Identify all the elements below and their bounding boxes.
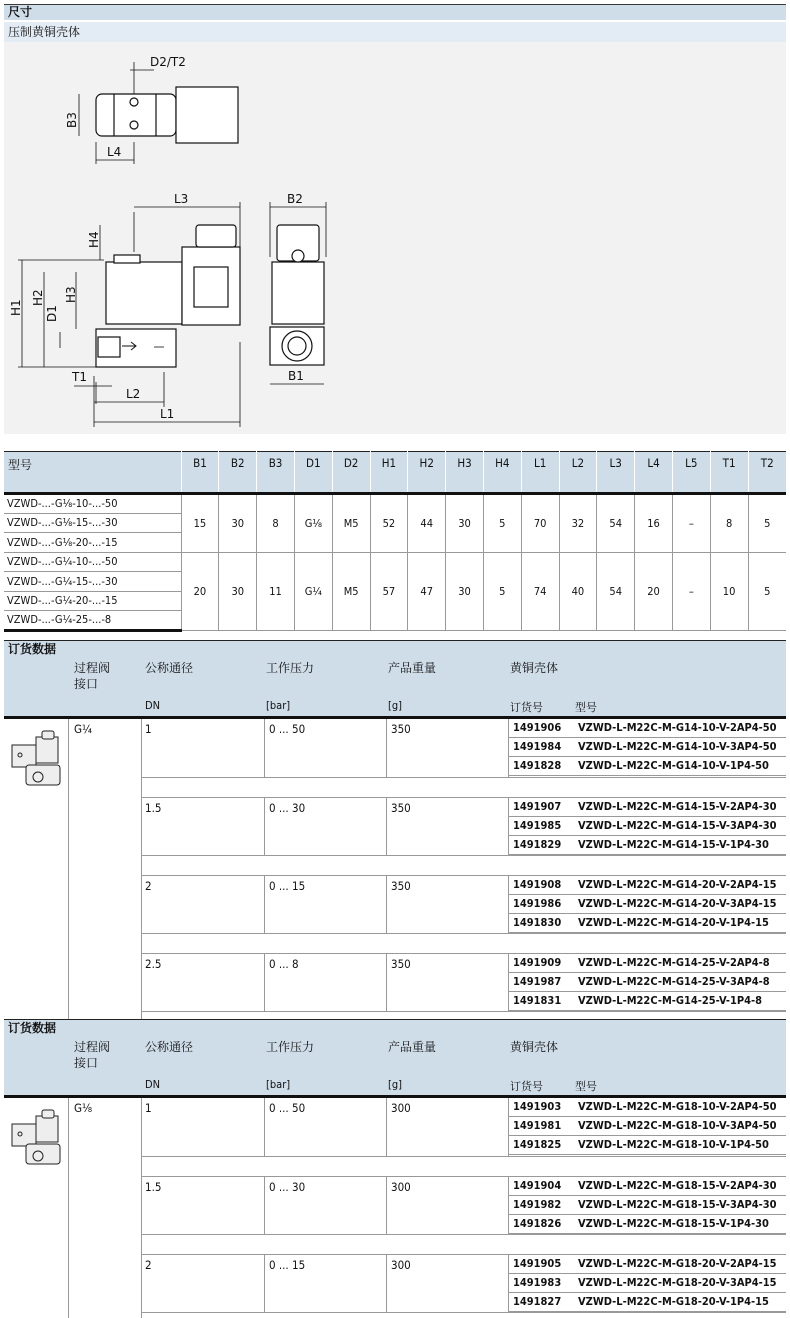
dim-value: 32 <box>559 494 597 553</box>
order-row[interactable] <box>508 1255 786 1274</box>
dim-value: 30 <box>219 552 257 630</box>
dim-value: M5 <box>332 494 370 553</box>
cell-pressure: 0 ... 30 <box>269 801 306 815</box>
header-weight: 产品重量 <box>388 1040 437 1054</box>
part-number: 1491985 <box>513 819 562 832</box>
label-b2: B2 <box>287 192 303 206</box>
ordering-body <box>4 1098 786 1318</box>
dimensions-table-body <box>4 494 786 631</box>
dim-value: 16 <box>635 494 673 553</box>
dim-model-name: VZWD-...-G¼-20-...-15 <box>4 591 181 611</box>
order-row[interactable] <box>508 798 786 817</box>
cell-weight: 350 <box>391 879 411 893</box>
type-code: VZWD-L-M22C-M-G14-15-V-2AP4-30 <box>578 800 777 813</box>
order-row[interactable] <box>508 1196 786 1215</box>
header-conn: 过程阀 <box>74 1040 111 1054</box>
dimensions-title: 尺寸 <box>4 4 786 20</box>
order-row[interactable] <box>508 1274 786 1293</box>
header-dn: 公称通径 <box>145 661 194 675</box>
type-code: VZWD-L-M22C-M-G18-20-V-2AP4-15 <box>578 1257 777 1270</box>
dim-value: 30 <box>219 494 257 553</box>
dim-header-h1: H1 <box>370 452 408 494</box>
header-conn2: 接口 <box>74 1056 99 1070</box>
dim-header-model: 型号 <box>4 452 181 494</box>
label-d1: D1 <box>45 305 59 322</box>
column-divider <box>68 1098 69 1318</box>
cell-dn: 2.5 <box>145 957 162 971</box>
header-dn-unit: DN <box>145 699 161 712</box>
dim-value: 5 <box>748 494 786 553</box>
dim-header-l4: L4 <box>635 452 673 494</box>
header-conn: 过程阀 <box>74 661 111 675</box>
dim-value: 54 <box>597 494 635 553</box>
cell-weight: 300 <box>391 1101 411 1115</box>
label-b1: B1 <box>288 369 304 383</box>
dim-table-row <box>4 494 786 514</box>
header-partno: 订货号 <box>510 1080 543 1093</box>
part-number: 1491984 <box>513 740 562 753</box>
group-spacer <box>141 855 786 875</box>
dim-value: 8 <box>257 494 295 553</box>
dim-value: G⅛ <box>294 494 332 553</box>
order-row[interactable] <box>508 1136 786 1155</box>
ordering-header <box>4 657 786 719</box>
dim-header-h3: H3 <box>446 452 484 494</box>
group-spacer <box>141 1156 786 1176</box>
part-number: 1491827 <box>513 1295 562 1308</box>
dim-table-row <box>4 552 786 572</box>
column-divider <box>386 954 387 1011</box>
header-weight-unit: [g] <box>388 699 403 712</box>
dim-value: 52 <box>370 494 408 553</box>
header-weight-unit: [g] <box>388 1078 403 1091</box>
dn-group <box>141 1098 786 1176</box>
dim-model-name: VZWD-...-G⅛-10-...-50 <box>4 494 181 514</box>
type-code: VZWD-L-M22C-M-G14-10-V-1P4-50 <box>578 759 769 772</box>
ordering-body <box>4 719 786 1034</box>
type-code: VZWD-L-M22C-M-G18-15-V-2AP4-30 <box>578 1179 777 1192</box>
type-code: VZWD-L-M22C-M-G14-25-V-3AP4-8 <box>578 975 770 988</box>
dim-header-l5: L5 <box>672 452 710 494</box>
technical-drawing <box>4 42 786 434</box>
dim-value: M5 <box>332 552 370 630</box>
column-divider <box>264 798 265 855</box>
label-t1: T1 <box>72 370 87 384</box>
order-row[interactable] <box>508 817 786 836</box>
header-conn2: 接口 <box>74 677 99 691</box>
label-l1: L1 <box>160 407 175 421</box>
dim-model-name: VZWD-...-G¼-15-...-30 <box>4 572 181 592</box>
cell-weight: 350 <box>391 722 411 736</box>
dim-model-name: VZWD-...-G¼-10-...-50 <box>4 552 181 572</box>
column-divider <box>386 876 387 933</box>
dim-header-t2: T2 <box>748 452 786 494</box>
header-pressure-unit: [bar] <box>266 1078 291 1091</box>
dim-value: 70 <box>521 494 559 553</box>
type-code: VZWD-L-M22C-M-G18-10-V-2AP4-50 <box>578 1100 777 1113</box>
valve-thumbnail-icon <box>8 727 68 791</box>
type-code: VZWD-L-M22C-M-G14-10-V-3AP4-50 <box>578 740 777 753</box>
dim-value: 20 <box>181 552 219 630</box>
header-housing: 黄铜壳体 <box>510 661 559 675</box>
ordering-title: 订货数据 <box>4 640 786 657</box>
header-weight: 产品重量 <box>388 661 437 675</box>
part-number: 1491825 <box>513 1138 562 1151</box>
label-l3: L3 <box>174 192 189 206</box>
dim-header-d1: D1 <box>294 452 332 494</box>
column-divider <box>386 1177 387 1234</box>
column-divider <box>264 876 265 933</box>
dim-header-d2: D2 <box>332 452 370 494</box>
dim-value: 40 <box>559 552 597 630</box>
part-number: 1491983 <box>513 1276 562 1289</box>
dim-model-name: VZWD-...-G⅛-20-...-15 <box>4 533 181 553</box>
cell-dn: 2 <box>145 1258 152 1272</box>
type-code: VZWD-L-M22C-M-G14-20-V-2AP4-15 <box>578 878 777 891</box>
header-partno: 订货号 <box>510 701 543 714</box>
cell-weight: 300 <box>391 1180 411 1194</box>
order-row[interactable] <box>508 757 786 776</box>
dim-header-h2: H2 <box>408 452 446 494</box>
label-l4: L4 <box>107 145 122 159</box>
dim-model-name: VZWD-...-G⅛-15-...-30 <box>4 513 181 533</box>
dim-header-b1: B1 <box>181 452 219 494</box>
type-code: VZWD-L-M22C-M-G18-20-V-1P4-15 <box>578 1295 769 1308</box>
order-row[interactable] <box>508 876 786 895</box>
column-divider <box>386 719 387 777</box>
header-pressure-unit: [bar] <box>266 699 291 712</box>
order-row[interactable] <box>508 836 786 855</box>
order-row[interactable] <box>508 738 786 757</box>
column-divider <box>386 1098 387 1156</box>
type-code: VZWD-L-M22C-M-G14-10-V-2AP4-50 <box>578 721 777 734</box>
part-number: 1491986 <box>513 897 562 910</box>
part-number: 1491907 <box>513 800 562 813</box>
cell-dn: 1 <box>145 1101 152 1115</box>
order-row[interactable] <box>508 973 786 992</box>
connection-value: G¼ <box>74 722 93 736</box>
dimensions-subtitle: 压制黄铜壳体 <box>4 22 786 42</box>
order-row[interactable] <box>508 895 786 914</box>
dim-value: – <box>672 552 710 630</box>
ordering-title: 订货数据 <box>4 1019 786 1036</box>
dim-value: 47 <box>408 552 446 630</box>
type-code: VZWD-L-M22C-M-G14-25-V-1P4-8 <box>578 994 762 1007</box>
part-number: 1491830 <box>513 916 562 929</box>
ordering-header <box>4 1036 786 1098</box>
label-l2: L2 <box>126 387 141 401</box>
dim-header-t1: T1 <box>710 452 748 494</box>
dim-value: 8 <box>710 494 748 553</box>
group-spacer <box>141 1234 786 1254</box>
part-number: 1491904 <box>513 1179 562 1192</box>
cell-dn: 1.5 <box>145 1180 162 1194</box>
order-row[interactable] <box>508 1098 786 1117</box>
dim-value: G¼ <box>294 552 332 630</box>
valve-thumbnail-icon <box>8 1106 68 1170</box>
header-pressure: 工作压力 <box>266 1040 315 1054</box>
part-number: 1491908 <box>513 878 562 891</box>
group-spacer <box>141 777 786 797</box>
cell-weight: 350 <box>391 957 411 971</box>
dim-header-b3: B3 <box>257 452 295 494</box>
type-code: VZWD-L-M22C-M-G18-20-V-3AP4-15 <box>578 1276 777 1289</box>
dim-value: 11 <box>257 552 295 630</box>
part-number: 1491906 <box>513 721 562 734</box>
type-code: VZWD-L-M22C-M-G14-25-V-2AP4-8 <box>578 956 770 969</box>
cell-weight: 350 <box>391 801 411 815</box>
cell-pressure: 0 ... 15 <box>269 1258 306 1272</box>
order-row[interactable] <box>508 992 786 1011</box>
order-row[interactable] <box>508 1215 786 1234</box>
part-number: 1491981 <box>513 1119 562 1132</box>
dn-group <box>141 875 786 953</box>
dim-value: 74 <box>521 552 559 630</box>
cell-weight: 300 <box>391 1258 411 1272</box>
label-h2: H2 <box>31 289 45 306</box>
cell-pressure: 0 ... 30 <box>269 1180 306 1194</box>
dim-value: 10 <box>710 552 748 630</box>
part-number: 1491909 <box>513 956 562 969</box>
label-d2t2: D2/T2 <box>150 55 186 69</box>
cell-pressure: 0 ... 8 <box>269 957 299 971</box>
dn-group <box>141 1254 786 1318</box>
dn-group <box>141 719 786 797</box>
dim-value: 5 <box>483 552 521 630</box>
dim-header-b2: B2 <box>219 452 257 494</box>
column-divider <box>264 954 265 1011</box>
header-housing: 黄铜壳体 <box>510 1040 559 1054</box>
part-number: 1491828 <box>513 759 562 772</box>
dim-value: 57 <box>370 552 408 630</box>
part-number: 1491831 <box>513 994 562 1007</box>
connection-value: G⅛ <box>74 1101 93 1115</box>
order-row[interactable] <box>508 954 786 973</box>
dim-value: 15 <box>181 494 219 553</box>
cell-dn: 1.5 <box>145 801 162 815</box>
column-divider <box>264 1255 265 1312</box>
label-b3: B3 <box>65 112 79 128</box>
dim-value: 5 <box>748 552 786 630</box>
part-number: 1491826 <box>513 1217 562 1230</box>
column-divider <box>264 1177 265 1234</box>
dim-value: – <box>672 494 710 553</box>
order-row[interactable] <box>508 1293 786 1312</box>
part-number: 1491982 <box>513 1198 562 1211</box>
type-code: VZWD-L-M22C-M-G18-10-V-3AP4-50 <box>578 1119 777 1132</box>
cell-dn: 2 <box>145 879 152 893</box>
header-typecode: 型号 <box>575 701 597 714</box>
dim-header-l2: L2 <box>559 452 597 494</box>
order-row[interactable] <box>508 719 786 738</box>
column-divider <box>386 1255 387 1312</box>
cell-pressure: 0 ... 50 <box>269 1101 306 1115</box>
type-code: VZWD-L-M22C-M-G14-15-V-3AP4-30 <box>578 819 777 832</box>
header-dn: 公称通径 <box>145 1040 194 1054</box>
cell-dn: 1 <box>145 722 152 736</box>
part-number: 1491903 <box>513 1100 562 1113</box>
dn-group <box>141 1176 786 1254</box>
dim-model-name: VZWD-...-G¼-25-...-8 <box>4 611 181 631</box>
column-divider <box>68 719 69 1031</box>
part-number: 1491829 <box>513 838 562 851</box>
label-h4: H4 <box>87 231 101 248</box>
dim-value: 30 <box>446 494 484 553</box>
order-row[interactable] <box>508 1117 786 1136</box>
type-code: VZWD-L-M22C-M-G18-10-V-1P4-50 <box>578 1138 769 1151</box>
order-row[interactable] <box>508 1177 786 1196</box>
dim-value: 54 <box>597 552 635 630</box>
group-spacer <box>141 1312 786 1318</box>
type-code: VZWD-L-M22C-M-G18-15-V-3AP4-30 <box>578 1198 777 1211</box>
dimensions-table <box>4 451 786 632</box>
dim-header-l1: L1 <box>521 452 559 494</box>
part-number: 1491987 <box>513 975 562 988</box>
dimensions-table-header <box>4 452 786 494</box>
cell-pressure: 0 ... 15 <box>269 879 306 893</box>
column-divider <box>264 719 265 777</box>
dim-header-h4: H4 <box>483 452 521 494</box>
header-pressure: 工作压力 <box>266 661 315 675</box>
label-h1: H1 <box>9 299 23 316</box>
header-dn-unit: DN <box>145 1078 161 1091</box>
dim-value: 20 <box>635 552 673 630</box>
type-code: VZWD-L-M22C-M-G14-20-V-1P4-15 <box>578 916 769 929</box>
cell-pressure: 0 ... 50 <box>269 722 306 736</box>
order-row[interactable] <box>508 914 786 933</box>
group-spacer <box>141 933 786 953</box>
type-code: VZWD-L-M22C-M-G14-15-V-1P4-30 <box>578 838 769 851</box>
dim-value: 44 <box>408 494 446 553</box>
type-code: VZWD-L-M22C-M-G14-20-V-3AP4-15 <box>578 897 777 910</box>
type-code: VZWD-L-M22C-M-G18-15-V-1P4-30 <box>578 1217 769 1230</box>
part-number: 1491905 <box>513 1257 562 1270</box>
label-h3: H3 <box>64 286 78 303</box>
column-divider <box>264 1098 265 1156</box>
dim-value: 30 <box>446 552 484 630</box>
valve-dimension-drawing <box>4 42 786 434</box>
dim-value: 5 <box>483 494 521 553</box>
header-typecode: 型号 <box>575 1080 597 1093</box>
dn-group <box>141 797 786 875</box>
dim-header-l3: L3 <box>597 452 635 494</box>
column-divider <box>386 798 387 855</box>
